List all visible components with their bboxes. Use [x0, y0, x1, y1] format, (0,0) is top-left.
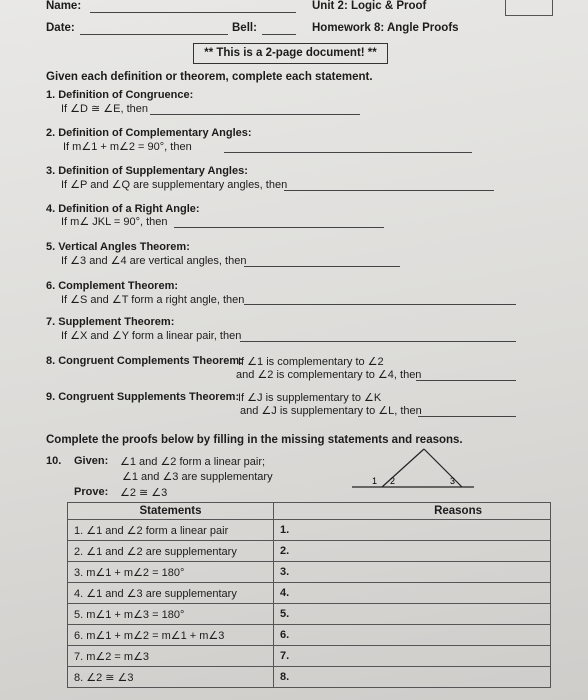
- statement-cell: 4. ∠1 and ∠3 are supplementary: [68, 583, 274, 604]
- statement-cell: 5. m∠1 + m∠3 = 180°: [68, 604, 274, 625]
- bell-label: Bell:: [232, 22, 257, 34]
- reason-number: 8.: [274, 667, 299, 688]
- name-line[interactable]: [90, 12, 296, 13]
- item-3-text: If ∠P and ∠Q are supplementary angles, then: [61, 179, 288, 191]
- proof-table: [67, 502, 551, 688]
- item-5-text: If ∠3 and ∠4 are vertical angles, then: [61, 255, 247, 267]
- reason-number: 1.: [274, 520, 299, 541]
- item-9-line2: and ∠J is supplementary to ∠L, then: [240, 405, 422, 417]
- reason-cell[interactable]: [298, 604, 551, 625]
- unit-title: Unit 2: Logic & Proof: [312, 0, 427, 12]
- table-row: [68, 646, 551, 667]
- statement-cell: 8. ∠2 ≅ ∠3: [68, 667, 274, 688]
- table-row: [68, 541, 551, 562]
- proof-header-row: [68, 503, 551, 520]
- reason-cell[interactable]: [298, 541, 551, 562]
- diagram-left-ray: [382, 449, 424, 487]
- given-line-2: ∠1 and ∠3 are supplementary: [122, 471, 273, 483]
- statement-cell: 7. m∠2 = m∠3: [68, 646, 274, 667]
- reason-number: 2.: [274, 541, 299, 562]
- reason-number: 3.: [274, 562, 299, 583]
- item-7-title: 7. Supplement Theorem:: [46, 316, 175, 328]
- item-6-title: 6. Complement Theorem:: [46, 280, 179, 292]
- prove-label: Prove:: [74, 486, 109, 498]
- item-7-text: If ∠X and ∠Y form a linear pair, then: [61, 330, 242, 342]
- item-9-line1: If ∠J is supplementary to ∠K: [238, 392, 382, 404]
- item-8-line2: and ∠2 is complementary to ∠4, then: [236, 369, 422, 381]
- table-row: [68, 625, 551, 646]
- diagram-right-ray: [424, 449, 462, 487]
- item-6-text: If ∠S and ∠T form a right angle, then: [61, 294, 245, 306]
- given-label: Given:: [74, 455, 109, 467]
- table-row: [68, 667, 551, 688]
- date-line[interactable]: [80, 34, 228, 35]
- table-row: [68, 604, 551, 625]
- reason-number: 6.: [274, 625, 299, 646]
- bell-line[interactable]: [262, 34, 296, 35]
- item-2-answer-line[interactable]: [224, 152, 472, 153]
- item-7-answer-line[interactable]: [240, 341, 516, 342]
- item-4-text: If m∠ JKL = 90°, then: [61, 216, 168, 228]
- item-2-text: If m∠1 + m∠2 = 90°, then: [63, 141, 192, 153]
- diagram-label-1: 1: [372, 476, 378, 486]
- item-1-text: If ∠D ≅ ∠E, then: [61, 103, 149, 115]
- item-8-answer-line[interactable]: [416, 380, 516, 381]
- item-6-answer-line[interactable]: [244, 304, 516, 305]
- proofs-heading: Complete the proofs below by filling in the missing statements and reasons.: [46, 434, 463, 446]
- date-label: Date:: [46, 22, 75, 34]
- item-4-title: 4. Definition of a Right Angle:: [46, 203, 200, 215]
- reason-number: 7.: [274, 646, 299, 667]
- score-box: [505, 0, 553, 16]
- reason-cell[interactable]: [298, 562, 551, 583]
- reason-cell[interactable]: [298, 520, 551, 541]
- angle-diagram: [350, 445, 480, 493]
- statement-cell: 2. ∠1 and ∠2 are supplementary: [68, 541, 274, 562]
- two-page-notice: ** This is a 2-page document! **: [193, 43, 388, 64]
- item-1-title: 1. Definition of Congruence:: [46, 89, 194, 101]
- instructions: Given each definition or theorem, complete each statement.: [46, 71, 373, 83]
- item-9-title: 9. Congruent Supplements Theorem:: [46, 391, 240, 403]
- item-1-answer-line[interactable]: [150, 114, 360, 115]
- item-9-answer-line[interactable]: [418, 416, 516, 417]
- item-5-answer-line[interactable]: [244, 266, 400, 267]
- item-3-answer-line[interactable]: [284, 190, 494, 191]
- reasons-header: Reasons: [274, 503, 551, 520]
- statements-header: Statements: [68, 503, 274, 520]
- item-8-line1: If ∠1 is complementary to ∠2: [238, 356, 384, 368]
- reason-cell[interactable]: [298, 667, 551, 688]
- table-row: [68, 520, 551, 541]
- statement-cell: 6. m∠1 + m∠2 = m∠1 + m∠3: [68, 625, 274, 646]
- item-2-title: 2. Definition of Complementary Angles:: [46, 127, 252, 139]
- prove-statement: ∠2 ≅ ∠3: [120, 487, 168, 499]
- proof-10-number: 10.: [46, 455, 62, 467]
- table-row: [68, 562, 551, 583]
- statement-cell: 3. m∠1 + m∠2 = 180°: [68, 562, 274, 583]
- name-label: Name:: [46, 0, 82, 12]
- diagram-label-3: 3: [450, 476, 456, 486]
- homework-title: Homework 8: Angle Proofs: [312, 22, 459, 34]
- reason-number: 4.: [274, 583, 299, 604]
- given-line-1: ∠1 and ∠2 form a linear pair;: [120, 456, 266, 468]
- reason-cell[interactable]: [298, 583, 551, 604]
- table-row: [68, 583, 551, 604]
- reason-number: 5.: [274, 604, 299, 625]
- item-3-title: 3. Definition of Supplementary Angles:: [46, 165, 248, 177]
- item-8-title: 8. Congruent Complements Theorem:: [46, 355, 243, 367]
- diagram-label-2: 2: [390, 476, 396, 486]
- item-4-answer-line[interactable]: [174, 227, 384, 228]
- item-5-title: 5. Vertical Angles Theorem:: [46, 241, 190, 253]
- reason-cell[interactable]: [298, 646, 551, 667]
- statement-cell: 1. ∠1 and ∠2 form a linear pair: [68, 520, 274, 541]
- reason-cell[interactable]: [298, 625, 551, 646]
